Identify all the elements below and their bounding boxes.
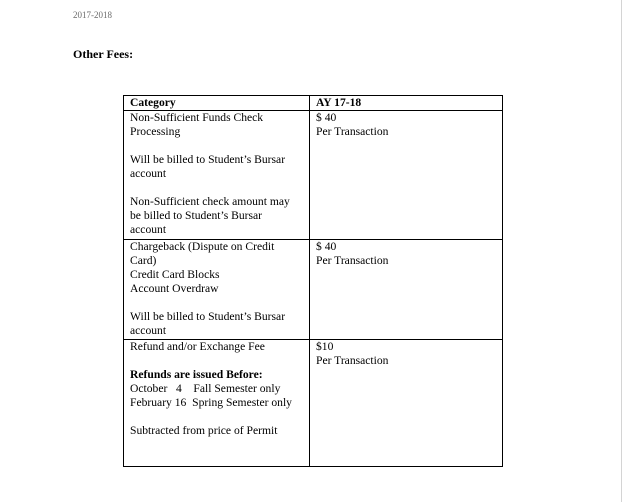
amount-cell <box>310 111 503 240</box>
refund-notice-heading: Refunds are issued Before: <box>130 368 263 381</box>
amount-cell <box>310 340 503 467</box>
category-text: be billed to Student’s Bursar <box>130 209 263 222</box>
column-header-ay: AY 17-18 <box>310 96 503 111</box>
page-edge-divider <box>621 0 622 502</box>
category-text: account <box>130 324 167 337</box>
category-text: Chargeback (Dispute on Credit <box>130 240 275 253</box>
table-row <box>124 111 503 240</box>
fee-unit: Per Transaction <box>316 354 389 367</box>
category-text: account <box>130 223 167 236</box>
category-text: Account Overdraw <box>130 282 219 295</box>
column-header-category: Category <box>124 96 310 111</box>
table-row <box>124 240 503 340</box>
table-header-row <box>124 96 503 111</box>
fee-price: $ 40 <box>316 240 337 253</box>
category-cell <box>124 240 310 340</box>
category-text: Processing <box>130 125 181 138</box>
category-text: Non-Sufficient check amount may <box>130 195 290 208</box>
category-text: Will be billed to Student’s Bursar <box>130 153 286 166</box>
fee-unit: Per Transaction <box>316 125 389 138</box>
fee-unit: Per Transaction <box>316 254 389 267</box>
header-year: 2017-2018 <box>73 10 112 20</box>
fee-price: $ 40 <box>316 111 337 124</box>
amount-cell <box>310 240 503 340</box>
category-text: Subtracted from price of Permit <box>130 424 278 437</box>
category-text: Card) <box>130 254 157 267</box>
category-text: account <box>130 167 167 180</box>
category-text: February 16 Spring Semester only <box>130 396 292 409</box>
section-title: Other Fees: <box>73 47 134 61</box>
category-text: Credit Card Blocks <box>130 268 220 281</box>
category-text: Refund and/or Exchange Fee <box>130 340 265 353</box>
fees-table <box>123 95 503 467</box>
category-text: October 4 Fall Semester only <box>130 382 281 395</box>
fee-price: $10 <box>316 340 334 353</box>
category-cell <box>124 111 310 240</box>
category-text: Will be billed to Student’s Bursar <box>130 310 286 323</box>
table-row <box>124 340 503 467</box>
category-cell <box>124 340 310 467</box>
category-text: Non-Sufficient Funds Check <box>130 111 264 124</box>
